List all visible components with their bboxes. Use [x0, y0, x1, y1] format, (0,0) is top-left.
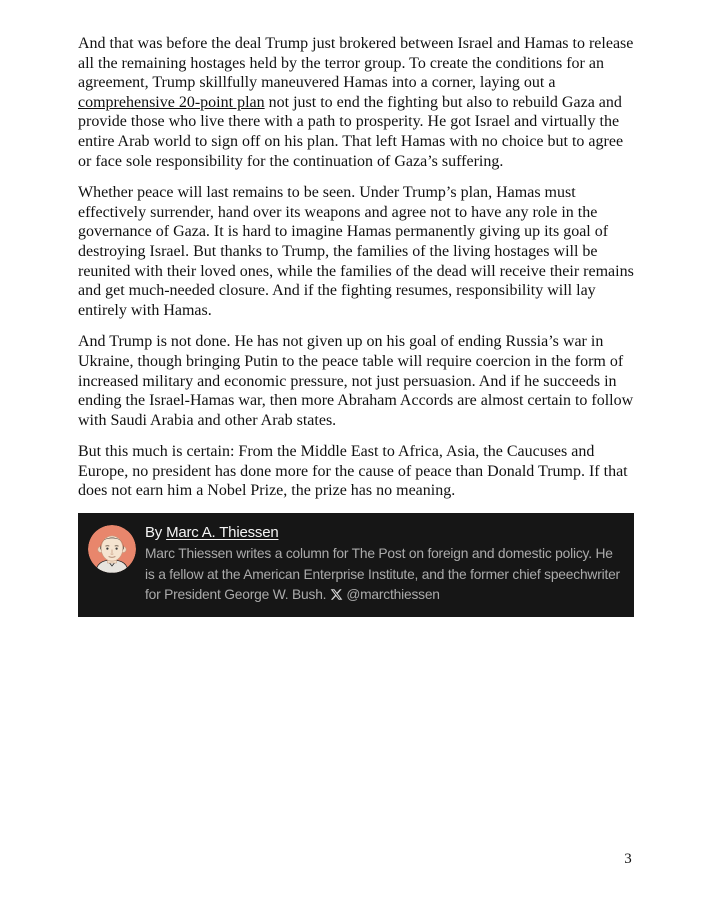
byline-prefix: By — [145, 524, 167, 542]
author-name-link[interactable]: Marc A. Thiessen — [166, 524, 279, 542]
paragraph-1-text-before: And that was before the deal Trump just brokered between Israel and Hamas to release all the remaining hostages held by the terror group. To create the conditions for an agreement, Trump skillfully maneuvered Hamas into a corner, laying out a — [78, 35, 634, 92]
author-bio — [145, 544, 620, 606]
author-box — [78, 513, 634, 617]
article-body — [78, 34, 636, 617]
twenty-point-plan-link[interactable]: comprehensive 20-point plan — [78, 93, 265, 111]
paragraph-1-text-after: not just to end the fighting but also to rebuild Gaza and provide those who live there with a path to prosperity. He got Israel and virtually the entire Arab world to sign off on his plan. That left Hamas with no choice but to agree or face sole responsibility for the continuation of Gaza’s suffering. — [78, 93, 624, 170]
author-avatar-icon — [88, 525, 136, 573]
paragraph-4: But this much is certain: From the Middle East to Africa, Asia, the Caucuses and Europe, no president has done more for the cause of peace than Donald Trump. If that does not earn him a Nobel Prize, the prize has no meaning. — [78, 443, 628, 500]
paragraph-1 — [78, 34, 636, 171]
twitter-handle-link[interactable]: @marcthiessen — [346, 587, 440, 603]
bio-text: Marc Thiessen writes a column for The Post on foreign and domestic policy. He is a fellow at the American Enterprise Institute, and the former chief speechwriter for President George W. Bush. — [145, 546, 620, 603]
paragraph-2: Whether peace will last remains to be seen. Under Trump’s plan, Hamas must effectively surrender, hand over its weapons and agree not to have any role in the governance of Gaza. It is hard to imagine Hamas permanently giving up its goal of destroying Israel. But thanks to Trump, the families of the living hostages will be reunited with their loved ones, while the families of the dead will receive their remains and get much-needed closure. And if the fighting resumes, responsibility will lay entirely with Hamas. — [78, 184, 634, 319]
author-text-block — [145, 523, 620, 606]
byline — [145, 523, 620, 542]
page-number: 3 — [624, 851, 632, 867]
paragraph-3: And Trump is not done. He has not given up on his goal of ending Russia’s war in Ukraine, though bringing Putin to the peace table will require coercion in the form of increased military and economic pressure, not just persuasion. And if he succeeds in ending the Israel-Hamas war, then more Abraham Accords are almost certain to follow with Saudi Arabia and other Arab states. — [78, 333, 634, 429]
x-twitter-icon — [330, 587, 343, 600]
